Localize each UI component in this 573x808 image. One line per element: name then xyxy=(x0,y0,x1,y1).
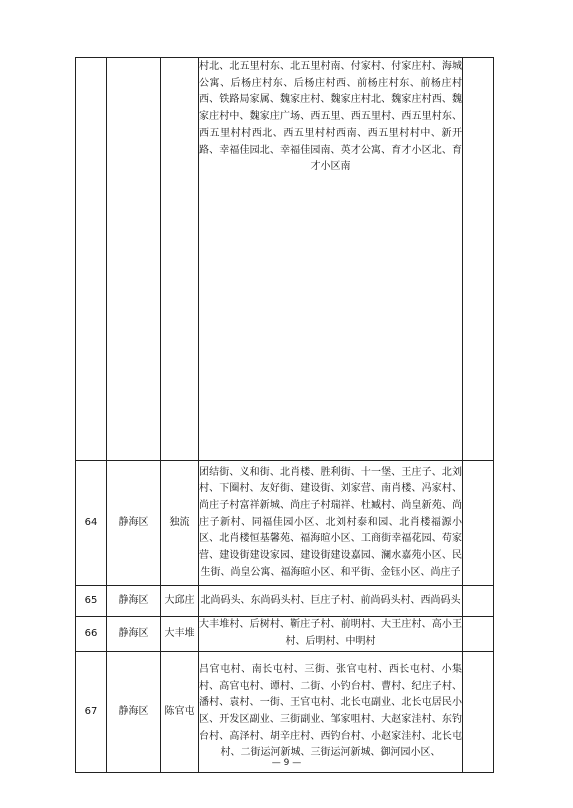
villages-text: 村北、北五里村东、北五里村南、付家村、付家庄村、海城公寓、后杨庄村东、后杨庄村西、前杨庄村东、前杨庄村西、铁路局家属、魏家庄村、魏家庄村北、魏家庄村西、魏家庄村中、魏家庄广场、西五里、西五里村、西五里村东、西五里村村西北、西五里村村西南、西五里村村中、新开路、幸福佳园北、幸福佳园南、英才公寓、育才小区北、育才小区南 xyxy=(199,61,462,173)
villages-text: 团结街、义和街、北肖楼、胜利街、十一堡、王庄子、北刘村、下圈村、友好街、建设街、刘家营、南肖楼、冯家村、尚庄子村富祥新城、尚庄子村瑞祥、杜臧村、尚皇新苑、尚庄子新村、同福佳园小区、北刘村泰和园、北肖楼福源小区、北肖楼恒基馨苑、福海暄小区、工商街幸福花园、苟家营、建设街建设家园、建设街建设嘉园、澜水嘉苑小区、民生街、尚皇公寓、福海暄小区、和平街、金钰小区、尚庄子 xyxy=(199,466,462,578)
note-cell xyxy=(463,652,494,773)
villages-cell xyxy=(199,617,463,652)
district-cell xyxy=(107,58,161,461)
town-cell xyxy=(161,58,199,461)
town-cell: 独流 xyxy=(161,461,199,586)
note-cell xyxy=(463,617,494,652)
town-cell: 大丰堆 xyxy=(161,617,199,652)
row-number: 67 xyxy=(76,652,107,773)
villages-cell xyxy=(199,461,463,586)
villages-cell xyxy=(199,652,463,773)
row-number xyxy=(76,58,107,461)
district-cell: 静海区 xyxy=(107,461,161,586)
village-table xyxy=(75,57,494,773)
town-cell: 大邱庄 xyxy=(161,586,199,617)
town-cell: 陈官屯 xyxy=(161,652,199,773)
row-number: 66 xyxy=(76,617,107,652)
district-cell: 静海区 xyxy=(107,652,161,773)
villages-cell xyxy=(199,58,463,461)
villages-cell xyxy=(199,586,463,617)
row-number: 64 xyxy=(76,461,107,586)
note-cell xyxy=(463,461,494,586)
villages-text: 吕官屯村、南长屯村、三街、张官屯村、西长屯村、小集村、高官屯村、谭村、二街、小钓台村、曹村、纪庄子村、潘村、袁村、一街、王官屯村、北长屯副业、北长屯居民小区、开发区副业、三街副业、邹家咀村、大赵家洼村、东钓台村、高泽村、胡辛庄村、西钓台村、小赵家洼村、北长屯村、二街运河新城、三街运河新城、御河园小区、 xyxy=(199,663,462,759)
note-cell xyxy=(463,58,494,461)
table-row xyxy=(76,58,494,461)
villages-text: 北尚码头、东尚码头村、巨庄子村、前尚码头村、西尚码头 xyxy=(200,594,461,606)
district-cell: 静海区 xyxy=(107,586,161,617)
page-number: — 9 — xyxy=(271,758,302,768)
table-row xyxy=(76,461,494,586)
table-row xyxy=(76,652,494,773)
district-cell: 静海区 xyxy=(107,617,161,652)
note-cell xyxy=(463,586,494,617)
villages-text: 大丰堆村、后树村、靳庄子村、前明村、大王庄村、高小王村、后明村、中明村 xyxy=(199,619,462,647)
table-row xyxy=(76,617,494,652)
table-row xyxy=(76,586,494,617)
row-number: 65 xyxy=(76,586,107,617)
